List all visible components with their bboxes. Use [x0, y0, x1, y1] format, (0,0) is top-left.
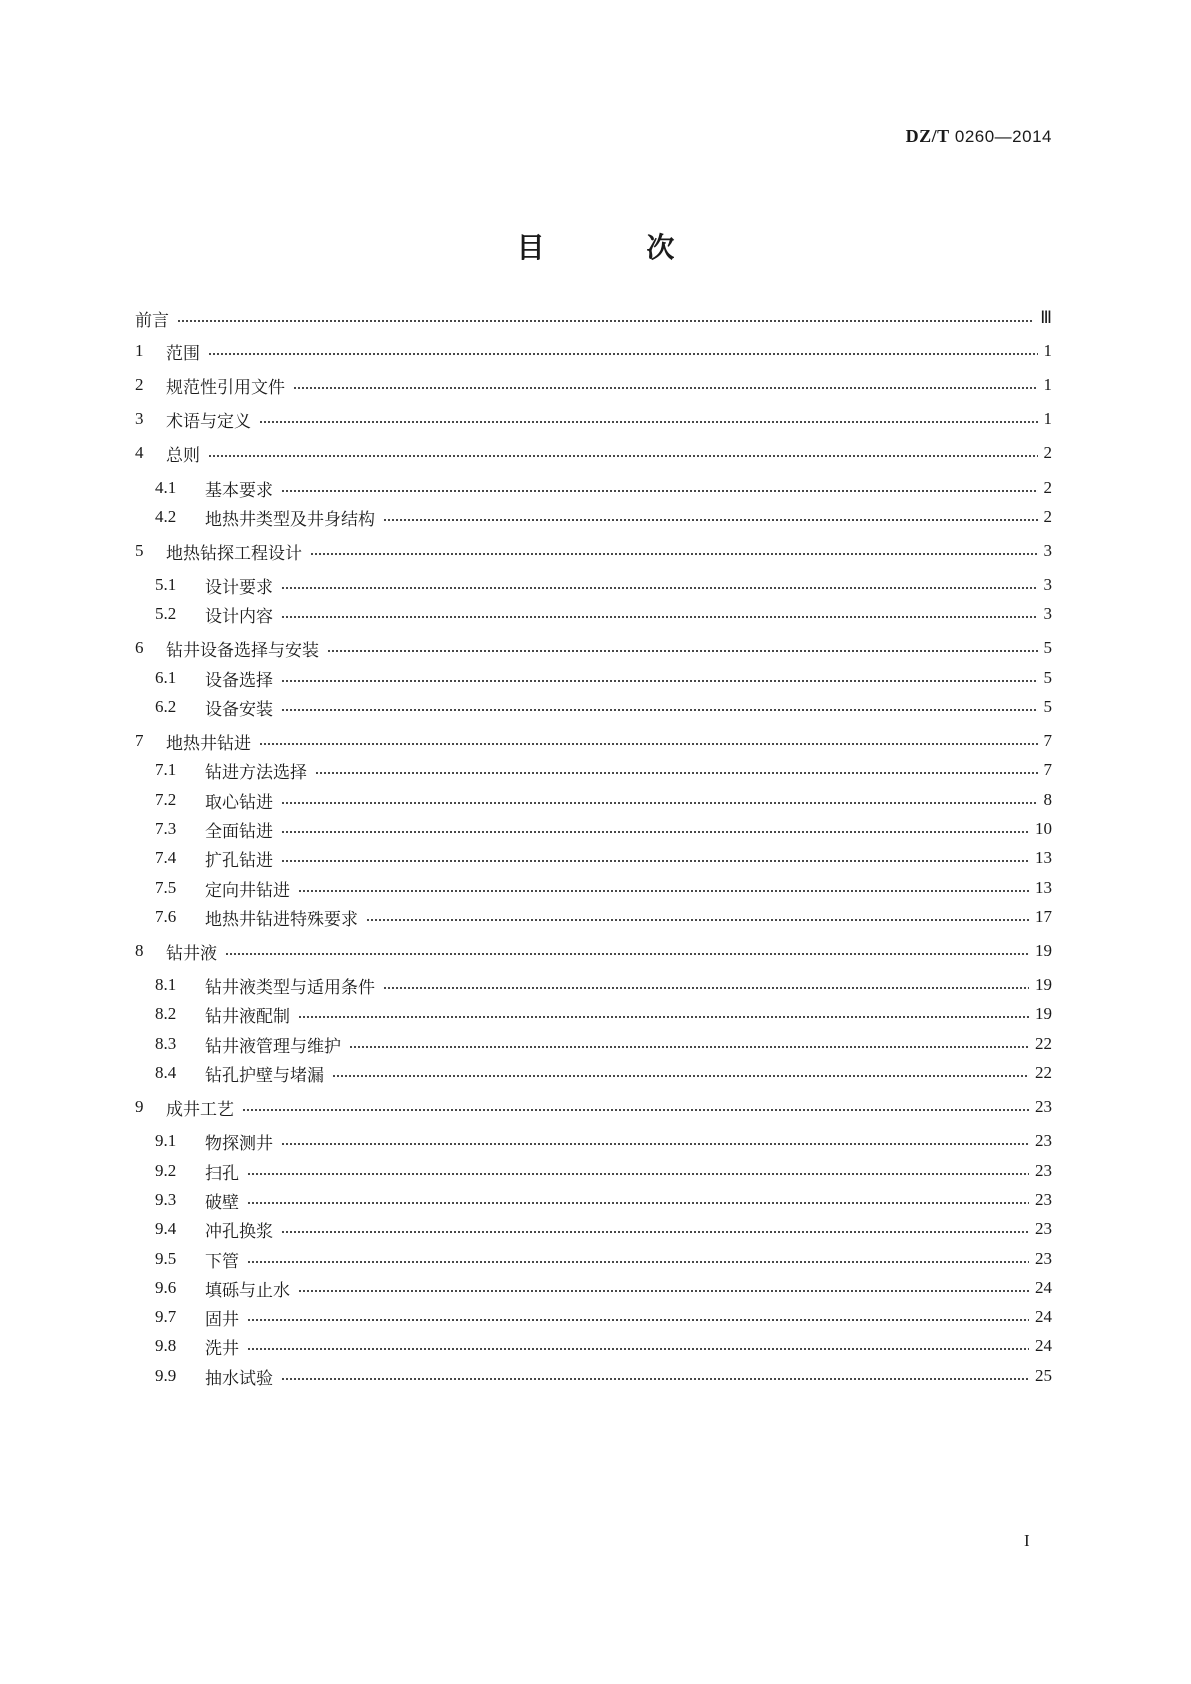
toc-entry-label: 基本要求: [205, 480, 273, 501]
toc-title: 目 次: [516, 231, 721, 264]
toc-entry-number: 8.4: [155, 1063, 177, 1082]
dot-leader: [281, 695, 1038, 719]
toc-entry-page: 24: [1035, 1278, 1052, 1297]
toc-entry[interactable]: [135, 1095, 1052, 1119]
toc-entry[interactable]: [135, 876, 1052, 900]
toc-entry-number: 4.2: [155, 507, 177, 526]
toc-entry-number: 9.5: [155, 1249, 177, 1268]
toc-entry-number: 6: [135, 638, 144, 657]
dot-leader: [327, 636, 1038, 660]
toc-entry-number: 9.8: [155, 1336, 177, 1355]
toc-entry-page: 17: [1035, 907, 1052, 926]
toc-entry[interactable]: [135, 505, 1052, 529]
toc-entry-label: 扩孔钻进: [205, 850, 273, 871]
toc-entry-page: 19: [1035, 941, 1052, 960]
toc-entry-page: 10: [1035, 819, 1052, 838]
toc-entry[interactable]: [135, 1129, 1052, 1153]
dot-leader: [281, 573, 1038, 597]
toc-entry-page: 22: [1035, 1034, 1052, 1053]
toc-entry-label: 钻井液配制: [205, 1006, 290, 1027]
toc-entry-label: 规范性引用文件: [166, 377, 285, 398]
toc-entry-number: 9.3: [155, 1190, 177, 1209]
toc-entry-label: 范围: [166, 343, 200, 364]
toc-entry-page: 19: [1035, 1004, 1052, 1023]
dot-leader: [225, 939, 1029, 963]
toc-entry-label: 破壁: [205, 1192, 239, 1213]
toc-entry-page: 5: [1043, 697, 1052, 716]
dot-leader: [310, 539, 1038, 563]
toc-entry-number: 9.7: [155, 1307, 177, 1326]
dot-leader: [281, 846, 1029, 870]
toc-entry-page: 23: [1035, 1097, 1052, 1116]
toc-entry-page: Ⅲ: [1040, 308, 1052, 327]
toc-entry-page: 24: [1035, 1307, 1052, 1326]
dot-leader: [247, 1305, 1029, 1329]
toc-entry[interactable]: [135, 1032, 1052, 1056]
toc-entry-number: 5.2: [155, 604, 177, 623]
toc-entry-label: 固井: [205, 1309, 239, 1330]
toc-entry[interactable]: [135, 817, 1052, 841]
toc-entry-number: 4.1: [155, 478, 177, 497]
toc-entry-number: 8.2: [155, 1004, 177, 1023]
dot-leader: [259, 407, 1038, 431]
toc-entry-label: 钻井液类型与适用条件: [205, 977, 375, 998]
dot-leader: [247, 1159, 1029, 1183]
toc-entry-page: 2: [1043, 507, 1052, 526]
toc-entry-number: 5: [135, 541, 144, 560]
toc-entry[interactable]: [135, 788, 1052, 812]
toc-entry[interactable]: [135, 636, 1052, 660]
dot-leader: [383, 505, 1038, 529]
dot-leader: [281, 817, 1029, 841]
toc-entry-label: 洗井: [205, 1338, 239, 1359]
dot-leader: [247, 1247, 1029, 1271]
toc-entry-page: 23: [1035, 1131, 1052, 1150]
toc-entry[interactable]: [135, 695, 1052, 719]
toc-entry-page: 3: [1043, 541, 1052, 560]
toc-entry-page: 2: [1043, 478, 1052, 497]
toc-entry-number: 7.3: [155, 819, 177, 838]
toc-entry[interactable]: [135, 441, 1052, 465]
toc-entry-number: 5.1: [155, 575, 177, 594]
dot-leader: [366, 905, 1029, 929]
toc-entry-page: 1: [1043, 375, 1052, 394]
toc-entry[interactable]: [135, 939, 1052, 963]
standard-code: [906, 126, 1052, 147]
toc-entry-page: 8: [1043, 790, 1052, 809]
toc-entry[interactable]: [135, 306, 1052, 330]
toc-entry-page: 5: [1043, 638, 1052, 657]
toc-entry-label: 取心钻进: [205, 792, 273, 813]
dot-leader: [177, 306, 1034, 330]
toc-entry[interactable]: [135, 905, 1052, 929]
toc-entry-number: 9.4: [155, 1219, 177, 1238]
toc-entry-label: 冲孔换浆: [205, 1221, 273, 1242]
toc-entry-label: 钻井液管理与维护: [205, 1036, 341, 1057]
dot-leader: [293, 373, 1038, 397]
toc-entry-page: 24: [1035, 1336, 1052, 1355]
dot-leader: [242, 1095, 1029, 1119]
dot-leader: [281, 476, 1038, 500]
dot-leader: [281, 788, 1038, 812]
toc-entry-page: 3: [1043, 575, 1052, 594]
toc-entry-page: 7: [1043, 760, 1052, 779]
toc-entry-number: 7.1: [155, 760, 177, 779]
dot-leader: [281, 602, 1038, 626]
toc-entry-number: 2: [135, 375, 144, 394]
toc-entry[interactable]: [135, 666, 1052, 690]
toc-entry-page: 13: [1035, 848, 1052, 867]
dot-leader: [298, 1276, 1029, 1300]
toc-entry-number: 9: [135, 1097, 144, 1116]
dot-leader: [281, 1129, 1029, 1153]
toc-entry-page: 25: [1035, 1366, 1052, 1385]
toc-entry-number: 7.4: [155, 848, 177, 867]
toc-entry-page: 5: [1043, 668, 1052, 687]
toc-entry-number: 9.1: [155, 1131, 177, 1150]
toc-entry-number: 7.5: [155, 878, 177, 897]
toc-entry-page: 22: [1035, 1063, 1052, 1082]
toc-entry[interactable]: [135, 1364, 1052, 1388]
dot-leader: [208, 339, 1038, 363]
toc-entry-label: 设计要求: [205, 577, 273, 598]
toc-entry-label: 抽水试验: [205, 1368, 273, 1389]
toc-entry[interactable]: [135, 407, 1052, 431]
toc-entry-label: 填砾与止水: [205, 1280, 290, 1301]
toc-entry-number: 6.2: [155, 697, 177, 716]
toc-entry-label: 钻井液: [166, 943, 217, 964]
dot-leader: [281, 1217, 1029, 1241]
toc-entry[interactable]: [135, 373, 1052, 397]
toc-entry-label: 钻进方法选择: [205, 762, 307, 783]
page-number: I: [1024, 1531, 1030, 1550]
toc-entry-number: 9.9: [155, 1366, 177, 1385]
toc-entry-number: 1: [135, 341, 144, 360]
dot-leader: [208, 441, 1038, 465]
toc-entry-number: 9.2: [155, 1161, 177, 1180]
toc-entry[interactable]: [135, 846, 1052, 870]
standard-number: 0260—2014: [954, 127, 1052, 146]
toc-entry[interactable]: [135, 1217, 1052, 1241]
toc-entry-label: 成井工艺: [166, 1099, 234, 1120]
dot-leader: [349, 1032, 1029, 1056]
toc-entry[interactable]: [135, 1276, 1052, 1300]
dot-leader: [298, 876, 1029, 900]
toc-entry-page: 23: [1035, 1219, 1052, 1238]
toc-entry-number: 8.3: [155, 1034, 177, 1053]
dot-leader: [259, 729, 1038, 753]
toc-entry[interactable]: [135, 339, 1052, 363]
toc-entry[interactable]: [135, 729, 1052, 753]
toc-entry-number: 9.6: [155, 1278, 177, 1297]
dot-leader: [298, 1002, 1029, 1026]
toc-entry-page: 13: [1035, 878, 1052, 897]
toc-entry-number: 6.1: [155, 668, 177, 687]
toc-entry-number: 3: [135, 409, 144, 428]
toc-entry-page: 23: [1035, 1161, 1052, 1180]
toc-entry-page: 23: [1035, 1249, 1052, 1268]
toc-entry-number: 7: [135, 731, 144, 750]
toc-entry[interactable]: [135, 476, 1052, 500]
toc-entry-page: 3: [1043, 604, 1052, 623]
toc-entry[interactable]: [135, 539, 1052, 563]
toc-entry-label: 术语与定义: [166, 411, 251, 432]
toc-entry-label: 扫孔: [205, 1163, 239, 1184]
toc-entry-label: 设计内容: [205, 606, 273, 627]
toc-entry-label: 定向井钻进: [205, 880, 290, 901]
toc-entry[interactable]: [135, 1159, 1052, 1183]
toc-entry-label: 总则: [166, 445, 200, 466]
toc-entry-label: 物探测井: [205, 1133, 273, 1154]
toc-entry-number: 8.1: [155, 975, 177, 994]
toc-entry-label: 地热钻探工程设计: [166, 543, 302, 564]
toc-entry[interactable]: [135, 758, 1052, 782]
dot-leader: [281, 666, 1038, 690]
toc-entry-label: 地热井钻进特殊要求: [205, 909, 358, 930]
toc-entry[interactable]: [135, 1305, 1052, 1329]
toc-entry-page: 23: [1035, 1190, 1052, 1209]
dot-leader: [247, 1334, 1029, 1358]
toc-entry-label: 地热井钻进: [166, 733, 251, 754]
toc-entry-number: 7.2: [155, 790, 177, 809]
toc-entry[interactable]: [135, 973, 1052, 997]
toc-entry-page: 1: [1043, 409, 1052, 428]
toc-entry-page: 7: [1043, 731, 1052, 750]
toc-entry[interactable]: [135, 573, 1052, 597]
toc-entry-label: 设备安装: [205, 699, 273, 720]
toc-entry-number: 4: [135, 443, 144, 462]
standard-prefix: DZ/T: [905, 126, 950, 146]
toc-entry-label: 全面钻进: [205, 821, 273, 842]
dot-leader: [383, 973, 1029, 997]
toc-entry[interactable]: [135, 1334, 1052, 1358]
toc-entry[interactable]: [135, 1247, 1052, 1271]
toc-entry-page: 19: [1035, 975, 1052, 994]
dot-leader: [332, 1061, 1029, 1085]
toc-entry-number: 7.6: [155, 907, 177, 926]
toc-entry[interactable]: [135, 1061, 1052, 1085]
toc-entry[interactable]: [135, 1002, 1052, 1026]
toc-entry-page: 2: [1043, 443, 1052, 462]
toc-entry-label: 钻井设备选择与安装: [166, 640, 319, 661]
toc-entry-label: 前言: [135, 310, 169, 331]
toc-entry[interactable]: [135, 1188, 1052, 1212]
dot-leader: [281, 1364, 1029, 1388]
dot-leader: [247, 1188, 1029, 1212]
dot-leader: [315, 758, 1038, 782]
toc-entry[interactable]: [135, 602, 1052, 626]
toc-entry-label: 下管: [205, 1251, 239, 1272]
toc-entry-label: 设备选择: [205, 670, 273, 691]
toc-entry-label: 钻孔护壁与堵漏: [205, 1065, 324, 1086]
toc-entry-number: 8: [135, 941, 144, 960]
toc-entry-page: 1: [1043, 341, 1052, 360]
toc-entry-label: 地热井类型及井身结构: [205, 509, 375, 530]
